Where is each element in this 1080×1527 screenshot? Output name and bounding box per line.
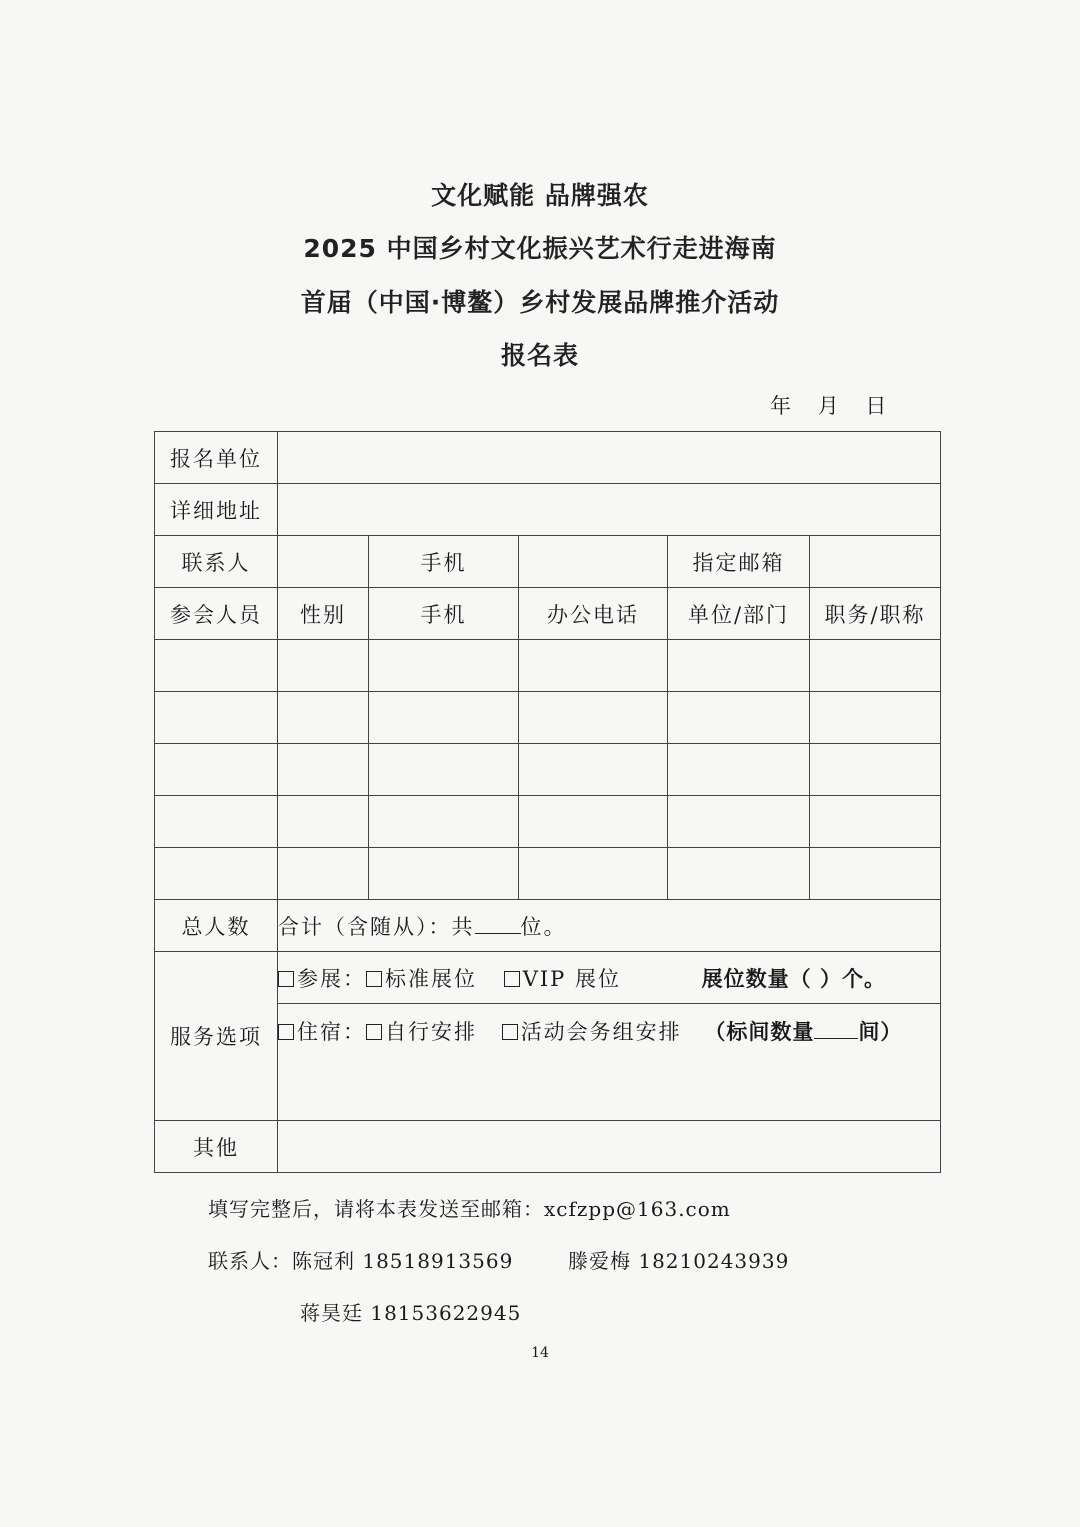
attendee-cell[interactable] <box>369 640 519 692</box>
attendee-cell[interactable] <box>519 640 668 692</box>
contacts-line <box>208 1245 513 1274</box>
attendee-cell[interactable] <box>668 744 810 796</box>
header-slogan: 文化赋能 品牌强农 <box>431 181 649 210</box>
attendee-cell[interactable] <box>278 640 369 692</box>
attendee-cell[interactable] <box>155 796 278 848</box>
contact-field[interactable] <box>278 536 369 588</box>
email-label: 指定邮箱 <box>668 536 810 588</box>
attendee-cell[interactable] <box>810 744 941 796</box>
attendee-cell[interactable] <box>278 848 369 900</box>
attendee-cell[interactable] <box>369 744 519 796</box>
total-field <box>278 900 941 952</box>
attendee-cell[interactable] <box>155 640 278 692</box>
date-year: 年 <box>770 394 791 418</box>
other-field[interactable] <box>278 1121 941 1173</box>
attendee-row <box>155 796 941 848</box>
lodging-options <box>278 1004 941 1121</box>
attendee-cell[interactable] <box>810 796 941 848</box>
room-count-blank[interactable] <box>814 1020 858 1039</box>
header-title: 职务/职称 <box>810 588 941 640</box>
row-service-exhibit <box>155 952 941 1004</box>
attendee-cell[interactable] <box>155 692 278 744</box>
row-contact <box>155 536 941 588</box>
attendee-cell[interactable] <box>155 848 278 900</box>
lodging-checkbox[interactable] <box>278 1024 294 1040</box>
vip-booth-label: VIP 展位 <box>522 966 621 991</box>
attendees-header-row <box>155 588 941 640</box>
attendee-cell[interactable] <box>519 744 668 796</box>
row-other <box>155 1121 941 1173</box>
attendee-cell[interactable] <box>369 848 519 900</box>
date-day: 日 <box>865 394 887 418</box>
header-attendee: 参会人员 <box>155 588 278 640</box>
service-label: 服务选项 <box>155 952 278 1121</box>
total-count-blank[interactable] <box>475 915 521 934</box>
contact-label: 联系人 <box>155 536 278 588</box>
room-count-prefix: （标间数量 <box>704 1020 815 1044</box>
attendee-cell[interactable] <box>810 640 941 692</box>
contact-2: 滕爱梅 18210243939 <box>568 1249 790 1273</box>
row-unit <box>155 432 941 484</box>
standard-booth-label: 标准展位 <box>385 966 477 991</box>
self-arrange-label: 自行安排 <box>385 1020 477 1044</box>
attendee-cell[interactable] <box>519 796 668 848</box>
header-activity-title: 首届（中国·博鳌）乡村发展品牌推介活动 <box>300 288 780 317</box>
attendee-row <box>155 692 941 744</box>
row-total <box>155 900 941 952</box>
header-gender: 性别 <box>278 588 369 640</box>
attendee-row <box>155 640 941 692</box>
phone-field[interactable] <box>519 536 668 588</box>
exhibit-options <box>278 952 941 1004</box>
attendee-row <box>155 848 941 900</box>
lodging-label: 住宿： <box>297 1020 366 1044</box>
total-prefix: 合计（含随从）：共 <box>278 914 475 939</box>
total-suffix: 位。 <box>520 914 567 939</box>
phone-label: 手机 <box>369 536 519 588</box>
email-field[interactable] <box>810 536 941 588</box>
header-event-title: 2025 中国乡村文化振兴艺术行走进海南 <box>303 234 777 263</box>
attendee-cell[interactable] <box>810 692 941 744</box>
total-label: 总人数 <box>155 900 278 952</box>
other-label: 其他 <box>155 1121 278 1173</box>
attendee-cell[interactable] <box>668 640 810 692</box>
header-department: 单位/部门 <box>668 588 810 640</box>
self-arrange-checkbox[interactable] <box>366 1024 382 1040</box>
exhibit-label: 参展： <box>297 966 366 991</box>
attendee-cell[interactable] <box>668 796 810 848</box>
attendee-cell[interactable] <box>369 796 519 848</box>
address-label: 详细地址 <box>155 484 278 536</box>
attendee-cell[interactable] <box>155 744 278 796</box>
unit-label: 报名单位 <box>155 432 278 484</box>
attendee-cell[interactable] <box>278 796 369 848</box>
organizer-arrange-checkbox[interactable] <box>502 1024 518 1040</box>
attendee-cell[interactable] <box>519 692 668 744</box>
attendee-cell[interactable] <box>369 692 519 744</box>
attendee-cell[interactable] <box>278 692 369 744</box>
contacts-label: 联系人： <box>208 1249 292 1273</box>
registration-table <box>154 431 941 1173</box>
attendee-cell[interactable] <box>519 848 668 900</box>
form-title: 报名表 <box>500 341 579 370</box>
attendee-cell[interactable] <box>810 848 941 900</box>
room-count-suffix: 间） <box>858 1020 903 1044</box>
exhibit-checkbox[interactable] <box>278 971 294 987</box>
attendee-cell[interactable] <box>668 848 810 900</box>
attendee-row <box>155 744 941 796</box>
row-address <box>155 484 941 536</box>
contact-3: 蒋昊廷 18153622945 <box>300 1301 522 1325</box>
organizer-arrange-label: 活动会务组安排 <box>520 1020 682 1044</box>
header-office-phone: 办公电话 <box>519 588 668 640</box>
submit-instruction: 填写完整后，请将本表发送至邮箱：xcfzpp@163.com <box>208 1197 731 1221</box>
booth-count-text: 展位数量（ ）个。 <box>701 966 886 991</box>
page-number: 14 <box>531 1345 549 1361</box>
standard-booth-checkbox[interactable] <box>366 971 382 987</box>
vip-booth-checkbox[interactable] <box>504 971 520 987</box>
date-line <box>770 390 886 420</box>
address-field[interactable] <box>278 484 941 536</box>
header-mobile: 手机 <box>369 588 519 640</box>
contact-1: 陈冠利 18518913569 <box>292 1249 514 1273</box>
date-month: 月 <box>817 394 839 418</box>
attendee-cell[interactable] <box>278 744 369 796</box>
attendee-cell[interactable] <box>668 692 810 744</box>
unit-field[interactable] <box>278 432 941 484</box>
